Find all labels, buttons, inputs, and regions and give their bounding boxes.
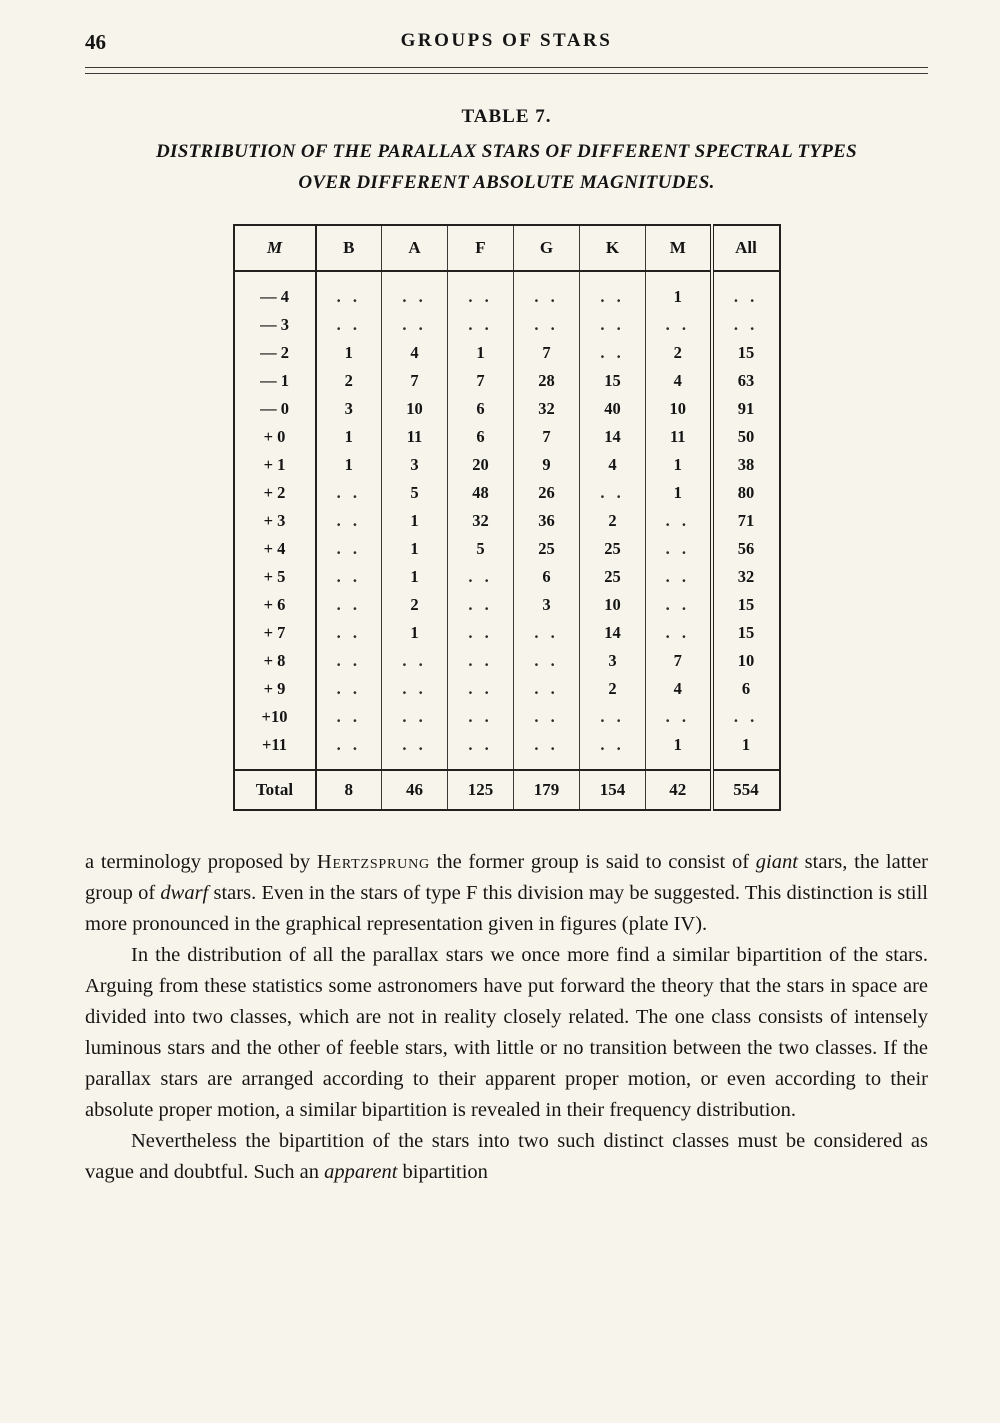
table-cell: 14: [580, 423, 646, 451]
table-cell: 7: [646, 647, 712, 675]
table-row: [234, 311, 780, 339]
table-cell: . .: [316, 507, 382, 535]
total-cell: 42: [646, 770, 712, 810]
table-cell: . .: [448, 675, 514, 703]
table-cell: 3: [514, 591, 580, 619]
text-run: a terminology proposed by: [85, 851, 317, 873]
table-cell: 63: [712, 367, 780, 395]
total-label: Total: [234, 770, 316, 810]
text-run: bipartition: [397, 1161, 488, 1183]
paragraph: [85, 847, 928, 940]
text-run: Nevertheless the bipartition of the stars into two such distinct classes must be considered as vague and doubtful. Such an: [85, 1130, 928, 1183]
table-cell: . .: [316, 535, 382, 563]
column-header: All: [712, 225, 780, 271]
table-cell: . .: [646, 619, 712, 647]
table-cell: . .: [382, 703, 448, 731]
table-row: [234, 339, 780, 367]
table-cell: 2: [580, 507, 646, 535]
table-cell: . .: [514, 647, 580, 675]
table-cell: 10: [712, 647, 780, 675]
column-header: G: [514, 225, 580, 271]
text-run: In the distribution of all the parallax stars we once more find a similar bipartition of the stars. Arguing from these statistics some astronomers have put forward the theory that the stars in space are divided into two classes, which are not in reality closely related. The one class consists of intensely luminous stars and the other of feeble stars, with little or no transition between the two classes. If the parallax stars are arranged according to their apparent proper motion, or even according to their absolute proper motion, a similar bipartition is revealed in their frequency distribution.: [85, 944, 928, 1121]
table-cell: . .: [382, 271, 448, 311]
table-cell: 11: [382, 423, 448, 451]
column-header: F: [448, 225, 514, 271]
table-cell: 6: [514, 563, 580, 591]
table-cell: 1: [646, 479, 712, 507]
table-row: [234, 395, 780, 423]
table-cell: 1: [646, 271, 712, 311]
column-header: M: [646, 225, 712, 271]
table-cell: . .: [316, 591, 382, 619]
table-cell: 4: [646, 367, 712, 395]
table-cell: . .: [316, 479, 382, 507]
table-row: [234, 225, 780, 271]
magnitude-cell: — 2: [260, 342, 289, 362]
parallax-distribution-table: [233, 224, 781, 811]
table-cell: 7: [448, 367, 514, 395]
table-cell: 1: [712, 731, 780, 771]
magnitude-cell: +11: [262, 734, 287, 754]
page-header: [85, 30, 928, 60]
total-cell: 554: [712, 770, 780, 810]
table-cell: 1: [382, 535, 448, 563]
table-body: [234, 271, 780, 770]
table-cell: . .: [316, 619, 382, 647]
table-cell: . .: [448, 731, 514, 771]
table-cell: 20: [448, 451, 514, 479]
table-header-row: [234, 225, 780, 271]
table-title: TABLE 7.: [461, 106, 552, 127]
table-cell: 3: [580, 647, 646, 675]
table-row: [234, 271, 780, 311]
table-cell: 26: [514, 479, 580, 507]
running-title: GROUPS OF STARS: [400, 30, 613, 51]
table-row: [234, 731, 780, 771]
table-cell: 10: [382, 395, 448, 423]
table-row: [234, 675, 780, 703]
table-cell: 7: [382, 367, 448, 395]
table-cell: . .: [316, 271, 382, 311]
table-cell: . .: [316, 675, 382, 703]
table-row: [234, 423, 780, 451]
table-row: [234, 507, 780, 535]
table-cell: . .: [580, 339, 646, 367]
table-cell: 6: [712, 675, 780, 703]
table-cell: 32: [448, 507, 514, 535]
table-cell: . .: [514, 311, 580, 339]
magnitude-cell: — 0: [260, 398, 289, 418]
magnitude-cell: + 3: [263, 510, 286, 530]
magnitude-cell: + 8: [263, 650, 286, 670]
table-cell: . .: [514, 731, 580, 771]
table-cell: 4: [580, 451, 646, 479]
table-cell: 9: [514, 451, 580, 479]
total-cell: 46: [382, 770, 448, 810]
table-cell: . .: [382, 647, 448, 675]
table-cell: . .: [448, 311, 514, 339]
table-cell: 1: [316, 451, 382, 479]
magnitude-cell: +10: [261, 706, 288, 726]
table-cell: . .: [316, 563, 382, 591]
table-cell: . .: [646, 703, 712, 731]
table-cell: 7: [514, 339, 580, 367]
table-row: [234, 703, 780, 731]
table-cell: 2: [646, 339, 712, 367]
table-cell: 15: [712, 619, 780, 647]
table-cell: . .: [646, 535, 712, 563]
table-caption-line1: DISTRIBUTION OF THE PARALLAX STARS OF DIFFERENT SPECTRAL TYPES: [156, 141, 857, 162]
table-caption: [85, 136, 928, 198]
header-rule: [85, 67, 928, 74]
paragraph: [85, 1126, 928, 1188]
table-cell: 15: [712, 591, 780, 619]
table-row: [234, 563, 780, 591]
table-row: [234, 451, 780, 479]
table-cell: 15: [580, 367, 646, 395]
italic-text: giant: [755, 851, 798, 873]
table-row: [234, 367, 780, 395]
italic-text: apparent: [324, 1161, 398, 1183]
table-cell: 10: [646, 395, 712, 423]
column-header: B: [316, 225, 382, 271]
italic-text: dwarf: [160, 882, 209, 904]
table-cell: . .: [448, 647, 514, 675]
table-cell: 25: [580, 535, 646, 563]
table-cell: 91: [712, 395, 780, 423]
table-cell: . .: [712, 311, 780, 339]
table-cell: . .: [316, 731, 382, 771]
table-cell: . .: [448, 619, 514, 647]
table-cell: 3: [382, 451, 448, 479]
table-cell: 1: [646, 731, 712, 771]
table-cell: . .: [316, 311, 382, 339]
table-cell: . .: [646, 507, 712, 535]
table-cell: 2: [382, 591, 448, 619]
table-cell: . .: [580, 271, 646, 311]
body-text: [85, 847, 928, 1188]
table-cell: 50: [712, 423, 780, 451]
table-row: [234, 770, 780, 810]
column-header: M: [234, 225, 316, 271]
table-cell: . .: [580, 703, 646, 731]
smallcaps-name: Hertzsprung: [316, 851, 430, 873]
table-row: [234, 479, 780, 507]
table-total-row: [234, 770, 780, 810]
table-cell: . .: [580, 479, 646, 507]
page-number: 46: [85, 30, 106, 54]
table-cell: . .: [514, 703, 580, 731]
magnitude-cell: + 5: [263, 566, 286, 586]
table-cell: 6: [448, 395, 514, 423]
table-cell: 10: [580, 591, 646, 619]
table-cell: 25: [580, 563, 646, 591]
table-cell: 3: [316, 395, 382, 423]
table-row: [234, 535, 780, 563]
table-cell: . .: [646, 563, 712, 591]
table-cell: . .: [514, 271, 580, 311]
table-cell: 28: [514, 367, 580, 395]
magnitude-cell: + 2: [263, 482, 286, 502]
table-cell: 11: [646, 423, 712, 451]
table-cell: 48: [448, 479, 514, 507]
table-cell: . .: [448, 703, 514, 731]
magnitude-cell: + 6: [263, 594, 286, 614]
paragraph: [85, 940, 928, 1126]
column-header: A: [382, 225, 448, 271]
magnitude-cell: — 3: [260, 314, 289, 334]
table-cell: . .: [382, 311, 448, 339]
magnitude-cell: + 1: [263, 454, 286, 474]
table-cell: 1: [316, 423, 382, 451]
table-cell: 56: [712, 535, 780, 563]
table-cell: 71: [712, 507, 780, 535]
table-row: [234, 647, 780, 675]
table-cell: 5: [382, 479, 448, 507]
table-cell: . .: [382, 675, 448, 703]
table-cell: 15: [712, 339, 780, 367]
text-run: stars. Even in the stars of type F this division may be suggested. This distinction is still more pronounced in the graphical representation given in figures (plate IV).: [85, 882, 928, 935]
table-cell: 4: [646, 675, 712, 703]
table-cell: 1: [316, 339, 382, 367]
magnitude-cell: + 4: [263, 538, 286, 558]
table-cell: 6: [448, 423, 514, 451]
table-cell: . .: [712, 703, 780, 731]
table-row: [234, 591, 780, 619]
table-cell: 80: [712, 479, 780, 507]
table-cell: 7: [514, 423, 580, 451]
table-cell: 4: [382, 339, 448, 367]
table-cell: . .: [316, 647, 382, 675]
total-cell: 8: [316, 770, 382, 810]
table-cell: 1: [382, 563, 448, 591]
table-cell: 40: [580, 395, 646, 423]
column-header: K: [580, 225, 646, 271]
table-cell: 14: [580, 619, 646, 647]
table-cell: . .: [580, 311, 646, 339]
table-cell: . .: [382, 731, 448, 771]
table-cell: 1: [646, 451, 712, 479]
table-cell: . .: [646, 311, 712, 339]
table-cell: . .: [448, 271, 514, 311]
magnitude-cell: + 7: [263, 622, 286, 642]
magnitude-cell: + 0: [263, 426, 286, 446]
table-cell: . .: [514, 675, 580, 703]
table-cell: . .: [646, 591, 712, 619]
table-cell: . .: [316, 703, 382, 731]
table-cell: 2: [580, 675, 646, 703]
table-cell: 38: [712, 451, 780, 479]
table-cell: 5: [448, 535, 514, 563]
table-cell: . .: [580, 731, 646, 771]
table-cell: . .: [448, 563, 514, 591]
table-cell: 1: [448, 339, 514, 367]
table-row: [234, 619, 780, 647]
total-cell: 154: [580, 770, 646, 810]
table-cell: . .: [514, 619, 580, 647]
text-run: stars, the latter group of: [85, 851, 929, 904]
magnitude-cell: — 1: [260, 370, 289, 390]
table-caption-line2: OVER DIFFERENT ABSOLUTE MAGNITUDES.: [298, 172, 715, 193]
table-cell: 32: [514, 395, 580, 423]
total-cell: 179: [514, 770, 580, 810]
table-cell: 2: [316, 367, 382, 395]
table-cell: . .: [448, 591, 514, 619]
table-cell: 1: [382, 619, 448, 647]
magnitude-cell: + 9: [263, 678, 286, 698]
text-run: the former group is said to consist of: [429, 851, 756, 873]
table-cell: . .: [712, 271, 780, 311]
table-cell: 1: [382, 507, 448, 535]
total-cell: 125: [448, 770, 514, 810]
table-cell: 36: [514, 507, 580, 535]
table-cell: 25: [514, 535, 580, 563]
table-cell: 32: [712, 563, 780, 591]
magnitude-cell: — 4: [260, 286, 289, 306]
